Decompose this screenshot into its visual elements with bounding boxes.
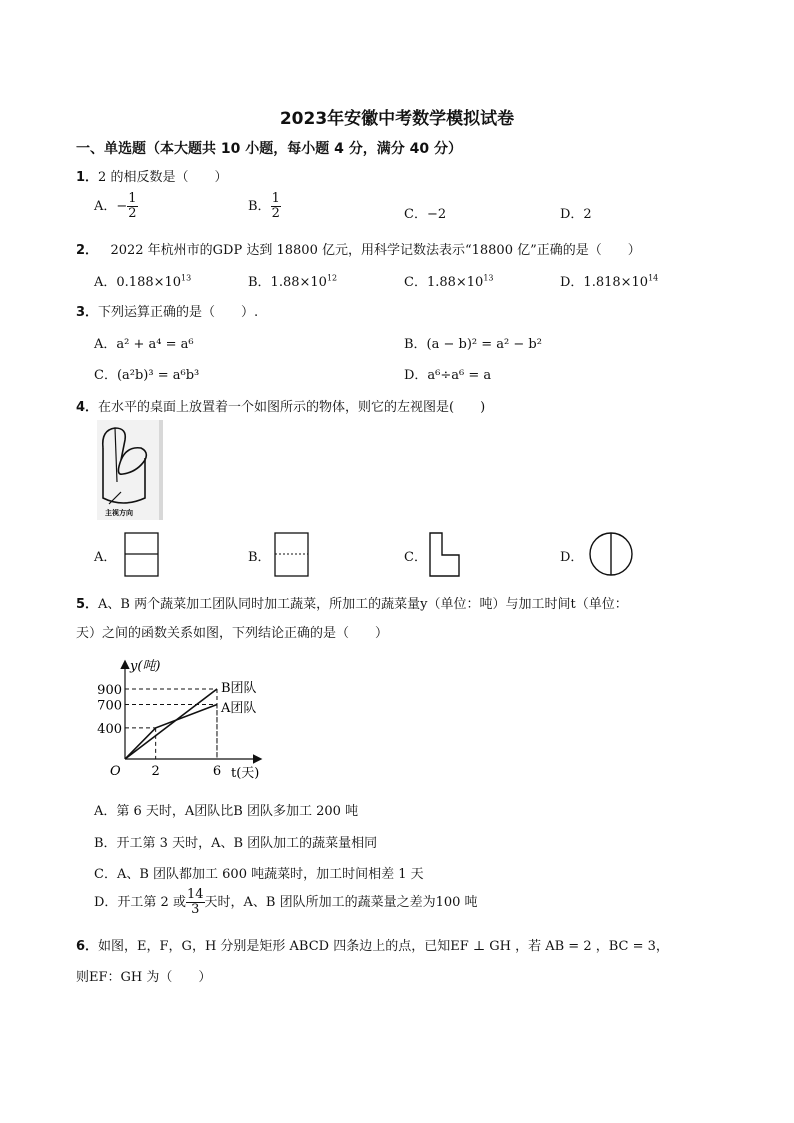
question-2 [76, 239, 641, 258]
q1-stem: 2 的相反数是（ ） [98, 170, 228, 185]
q2-c-text: C．1.88×10 [404, 275, 484, 290]
q5-option-a[interactable]: A．第 6 天时，A团队比B 团队多加工 200 吨 [94, 804, 359, 819]
q1-option-b[interactable] [248, 192, 281, 221]
series-line-a [125, 705, 217, 759]
q4-figure-shadow [159, 420, 163, 520]
q2-b-text: B．1.88×10 [248, 275, 327, 290]
q2-a-text: A．0.188×10 [94, 275, 182, 290]
q3-option-d[interactable]: D．a⁶÷a⁶ = a [404, 368, 492, 383]
q2-option-a[interactable] [94, 271, 191, 290]
q1-a-numerator: 1 [128, 191, 137, 206]
q5-d-denominator: 3 [191, 902, 200, 917]
q5-stem-line2: 天）之间的函数关系如图，下列结论正确的是（ ） [76, 626, 389, 641]
q6-number: 6． [76, 939, 99, 954]
q4-figure-background [97, 420, 163, 520]
q3-option-a[interactable]: A．a² + a⁴ = a⁶ [94, 337, 194, 352]
origin-label: O [110, 764, 121, 779]
question-5 [76, 593, 628, 612]
q5-d-post: 天时，A、B 团队所加工的蔬菜量之差为100 吨 [204, 895, 478, 910]
x-tick-6: 6 [212, 764, 222, 779]
y-tick-700: 700 [97, 698, 122, 714]
q3-number: 3． [76, 305, 99, 320]
series-a-label: A团队 [221, 701, 257, 716]
q2-b-exp: 12 [326, 273, 338, 283]
q4-option-b-figure [274, 532, 310, 578]
q2-option-d[interactable] [560, 271, 658, 290]
q2-c-exp: 13 [483, 273, 494, 283]
q4-view-label: 主视方向 [105, 508, 133, 517]
question-3 [76, 301, 258, 320]
q2-option-c[interactable] [404, 271, 494, 290]
series-line-b [125, 689, 217, 759]
q3-option-b[interactable]: B．(a − b)² = a² − b² [404, 337, 542, 352]
q4-option-b[interactable]: B． [248, 550, 271, 565]
q4-number: 4． [76, 400, 99, 415]
q4-c-l-shape [430, 533, 459, 576]
chart-marks [125, 689, 217, 759]
page-title: 2023年安徽中考数学模拟试卷 [279, 109, 515, 129]
q1-a-label: A． [94, 199, 117, 214]
q5-option-c[interactable]: C．A、B 团队都加工 600 吨蔬菜时，加工时间相差 1 天 [94, 867, 424, 882]
section-heading: 一、单选题（本大题共 10 小题，每小题 4 分，满分 40 分） [76, 141, 462, 157]
q3-option-c[interactable]: C．(a²b)³ = a⁶b³ [94, 368, 200, 383]
q2-number: 2． [76, 243, 99, 258]
q1-b-denominator: 2 [271, 206, 280, 221]
q3-stem: 下列运算正确的是（ ）. [98, 305, 259, 320]
q5-option-d[interactable] [94, 888, 478, 917]
q1-a-sign: − [116, 199, 128, 214]
y-tick-900: 900 [97, 682, 122, 698]
q5-number: 5． [76, 597, 99, 612]
question-6 [76, 935, 669, 954]
y-axis-label: y(吨) [130, 659, 161, 674]
q5-chart [92, 654, 272, 784]
y-tick-400: 400 [97, 721, 122, 737]
q4-option-c-figure [428, 531, 462, 579]
x-tick-2: 2 [151, 764, 160, 779]
q4-option-c[interactable]: C． [404, 550, 427, 565]
q1-a-denominator: 2 [128, 206, 137, 221]
q2-d-exp: 14 [648, 273, 659, 283]
q1-option-c[interactable]: C．−2 [404, 207, 447, 222]
q1-option-a[interactable] [94, 192, 138, 221]
x-axis-label: t(天) [231, 766, 260, 781]
q2-a-exp: 13 [181, 273, 192, 283]
q5-option-b[interactable]: B．开工第 3 天时，A、B 团队加工的蔬菜量相同 [94, 836, 378, 851]
q4-option-d[interactable]: D． [560, 550, 584, 565]
q4-stem: 在水平的桌面上放置着一个如图所示的物体，则它的左视图是( ) [98, 400, 486, 415]
question-4 [76, 396, 485, 415]
question-1 [76, 166, 227, 185]
q6-line1: 如图，E，F，G，H 分别是矩形 ABCD 四条边上的点，已知EF ⊥ GH ，若 AB = 2 ，BC = 3， [98, 939, 669, 954]
q1-number: 1． [76, 170, 99, 185]
series-b-label: B团队 [221, 681, 257, 696]
q6-line2: 则EF：GH 为（ ） [76, 970, 212, 985]
q4-object-figure [97, 420, 163, 520]
q2-option-b[interactable] [248, 271, 337, 290]
q4-option-a[interactable]: A． [94, 550, 117, 565]
q5-stem-line1: A、B 两个蔬菜加工团队同时加工蔬菜，所加工的蔬菜量y（单位：吨）与加工时间t（单位： [98, 597, 628, 612]
q2-stem: 2022 年杭州市的GDP 达到 18800 亿元，用科学记数法表示“18800 亿”正确的是（ ） [110, 243, 641, 258]
q1-option-d[interactable]: D．2 [560, 207, 592, 222]
q5-d-numerator: 14 [186, 887, 204, 902]
q2-d-text: D．1.818×10 [560, 275, 649, 290]
q4-option-a-figure [124, 532, 160, 578]
q1-b-label: B． [248, 199, 271, 214]
q5-d-pre: D．开工第 2 或 [94, 895, 186, 910]
q4-option-d-figure [588, 531, 634, 577]
q1-b-numerator: 1 [271, 191, 280, 206]
